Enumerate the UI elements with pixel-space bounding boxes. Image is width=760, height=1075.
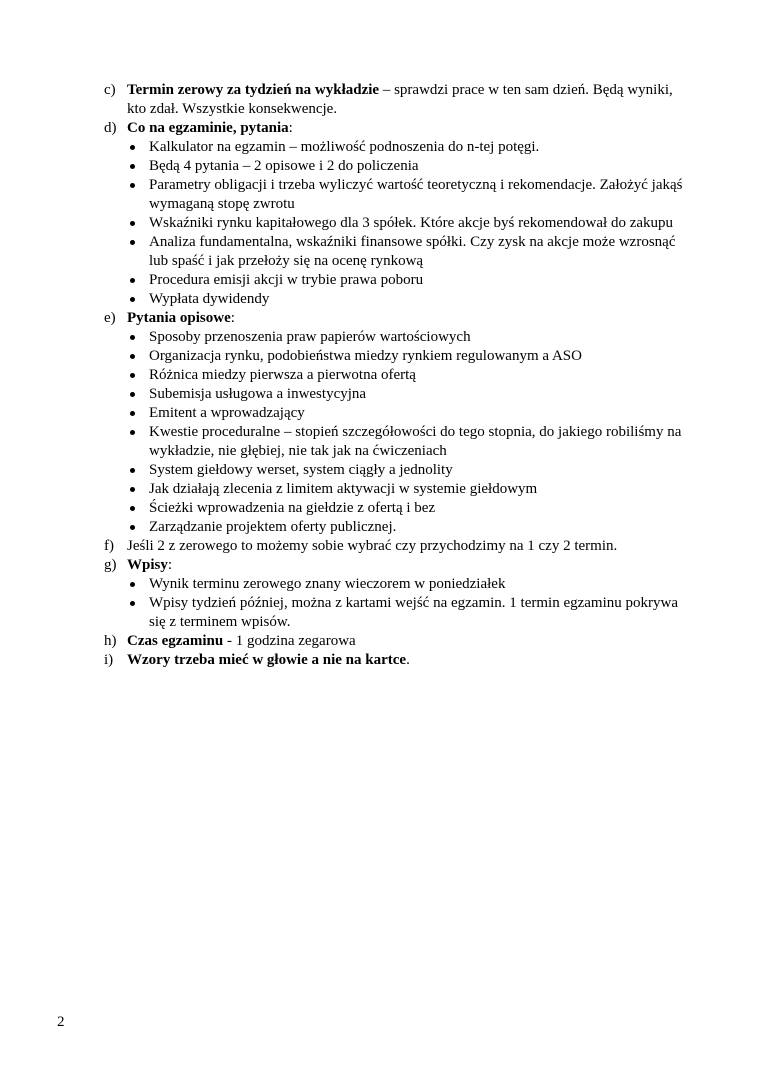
list-marker: e) (104, 310, 116, 326)
bullet-item: Emitent a wprowadzający (104, 404, 694, 423)
item-heading: Pytania opisowe (127, 310, 231, 326)
bullet-item: Analiza fundamentalna, wskaźniki finansowe spółki. Czy zysk na akcje może wzrosnąć lub spaść i jak przełoży się na ocenę rynkową (104, 233, 694, 271)
item-text: . (406, 652, 410, 668)
item-heading: Co na egzaminie, pytania (127, 120, 289, 136)
bullet-item: Będą 4 pytania – 2 opisowe i 2 do policzenia (104, 157, 694, 176)
item-text: : (230, 310, 235, 326)
list-marker: f) (104, 538, 114, 554)
item-text: - 1 godzina zegarowa (223, 633, 356, 649)
bullet-item: Wynik terminu zerowego znany wieczorem w poniedziałek (104, 575, 694, 594)
bullet-item: Zarządzanie projektem oferty publicznej. (104, 518, 694, 537)
list-item-f (104, 537, 694, 556)
item-heading: Wzory trzeba mieć w głowie a nie na kartce (127, 652, 407, 668)
list-marker: h) (104, 633, 117, 649)
item-text: : (288, 120, 293, 136)
item-heading: Termin zerowy za tydzień na wykładzie (127, 82, 380, 98)
bullet-item: Różnica miedzy pierwsza a pierwotna ofertą (104, 366, 694, 385)
list-item-d (104, 119, 694, 138)
bullet-list-d (104, 138, 694, 309)
item-text: : (167, 557, 173, 573)
bullet-list-e (104, 328, 694, 537)
document-body (104, 81, 694, 670)
list-item-c (104, 81, 694, 119)
list-item-g (104, 556, 694, 575)
list-marker: c) (104, 82, 116, 98)
bullet-item: System giełdowy werset, system ciągły a jednolity (104, 461, 694, 480)
list-marker: i) (104, 652, 114, 668)
list-marker: g) (104, 557, 117, 573)
bullet-item: Kalkulator na egzamin – możliwość podnoszenia do n-tej potęgi. (104, 138, 694, 157)
list-item-i (104, 651, 694, 670)
bullet-item: Sposoby przenoszenia praw papierów wartościowych (104, 328, 694, 347)
bullet-item: Parametry obligacji i trzeba wyliczyć wartość teoretyczną i rekomendacje. Założyć jakąś wymaganą stopę zwrotu (104, 176, 694, 214)
item-text: Jeśli 2 z zerowego to możemy sobie wybrać czy przychodzimy na 1 czy 2 termin. (127, 538, 618, 554)
bullet-item: Kwestie proceduralne – stopień szczegółowości do tego stopnia, do jakiego robiliśmy na wykładzie, nie głębiej, nie tak jak na ćwiczeniach (104, 423, 694, 461)
bullet-item: Jak działają zlecenia z limitem aktywacji w systemie giełdowym (104, 480, 694, 499)
list-item-h (104, 632, 694, 651)
bullet-item: Organizacja rynku, podobieństwa miedzy rynkiem regulowanym a ASO (104, 347, 694, 366)
item-heading: Wpisy (127, 557, 168, 573)
item-text: – sprawdzi prace w ten sam dzień. Będą wyniki, kto zdał. Wszystkie konsekwencje. (127, 82, 673, 117)
bullet-item: Wpisy tydzień później, można z kartami wejść na egzamin. 1 termin egzaminu pokrywa się z terminem wpisów. (104, 594, 694, 632)
bullet-list-g (104, 575, 694, 632)
page-number: 2 (57, 1014, 65, 1030)
bullet-item: Wypłata dywidendy (104, 290, 694, 309)
list-marker: d) (104, 120, 117, 136)
bullet-item: Procedura emisji akcji w trybie prawa poboru (104, 271, 694, 290)
bullet-item: Wskaźniki rynku kapitałowego dla 3 spółek. Które akcje byś rekomendował do zakupu (104, 214, 694, 233)
bullet-item: Subemisja usługowa a inwestycyjna (104, 385, 694, 404)
list-item-e (104, 309, 694, 328)
bullet-item: Ścieżki wprowadzenia na giełdzie z ofertą i bez (104, 499, 694, 518)
item-heading: Czas egzaminu (127, 633, 224, 649)
